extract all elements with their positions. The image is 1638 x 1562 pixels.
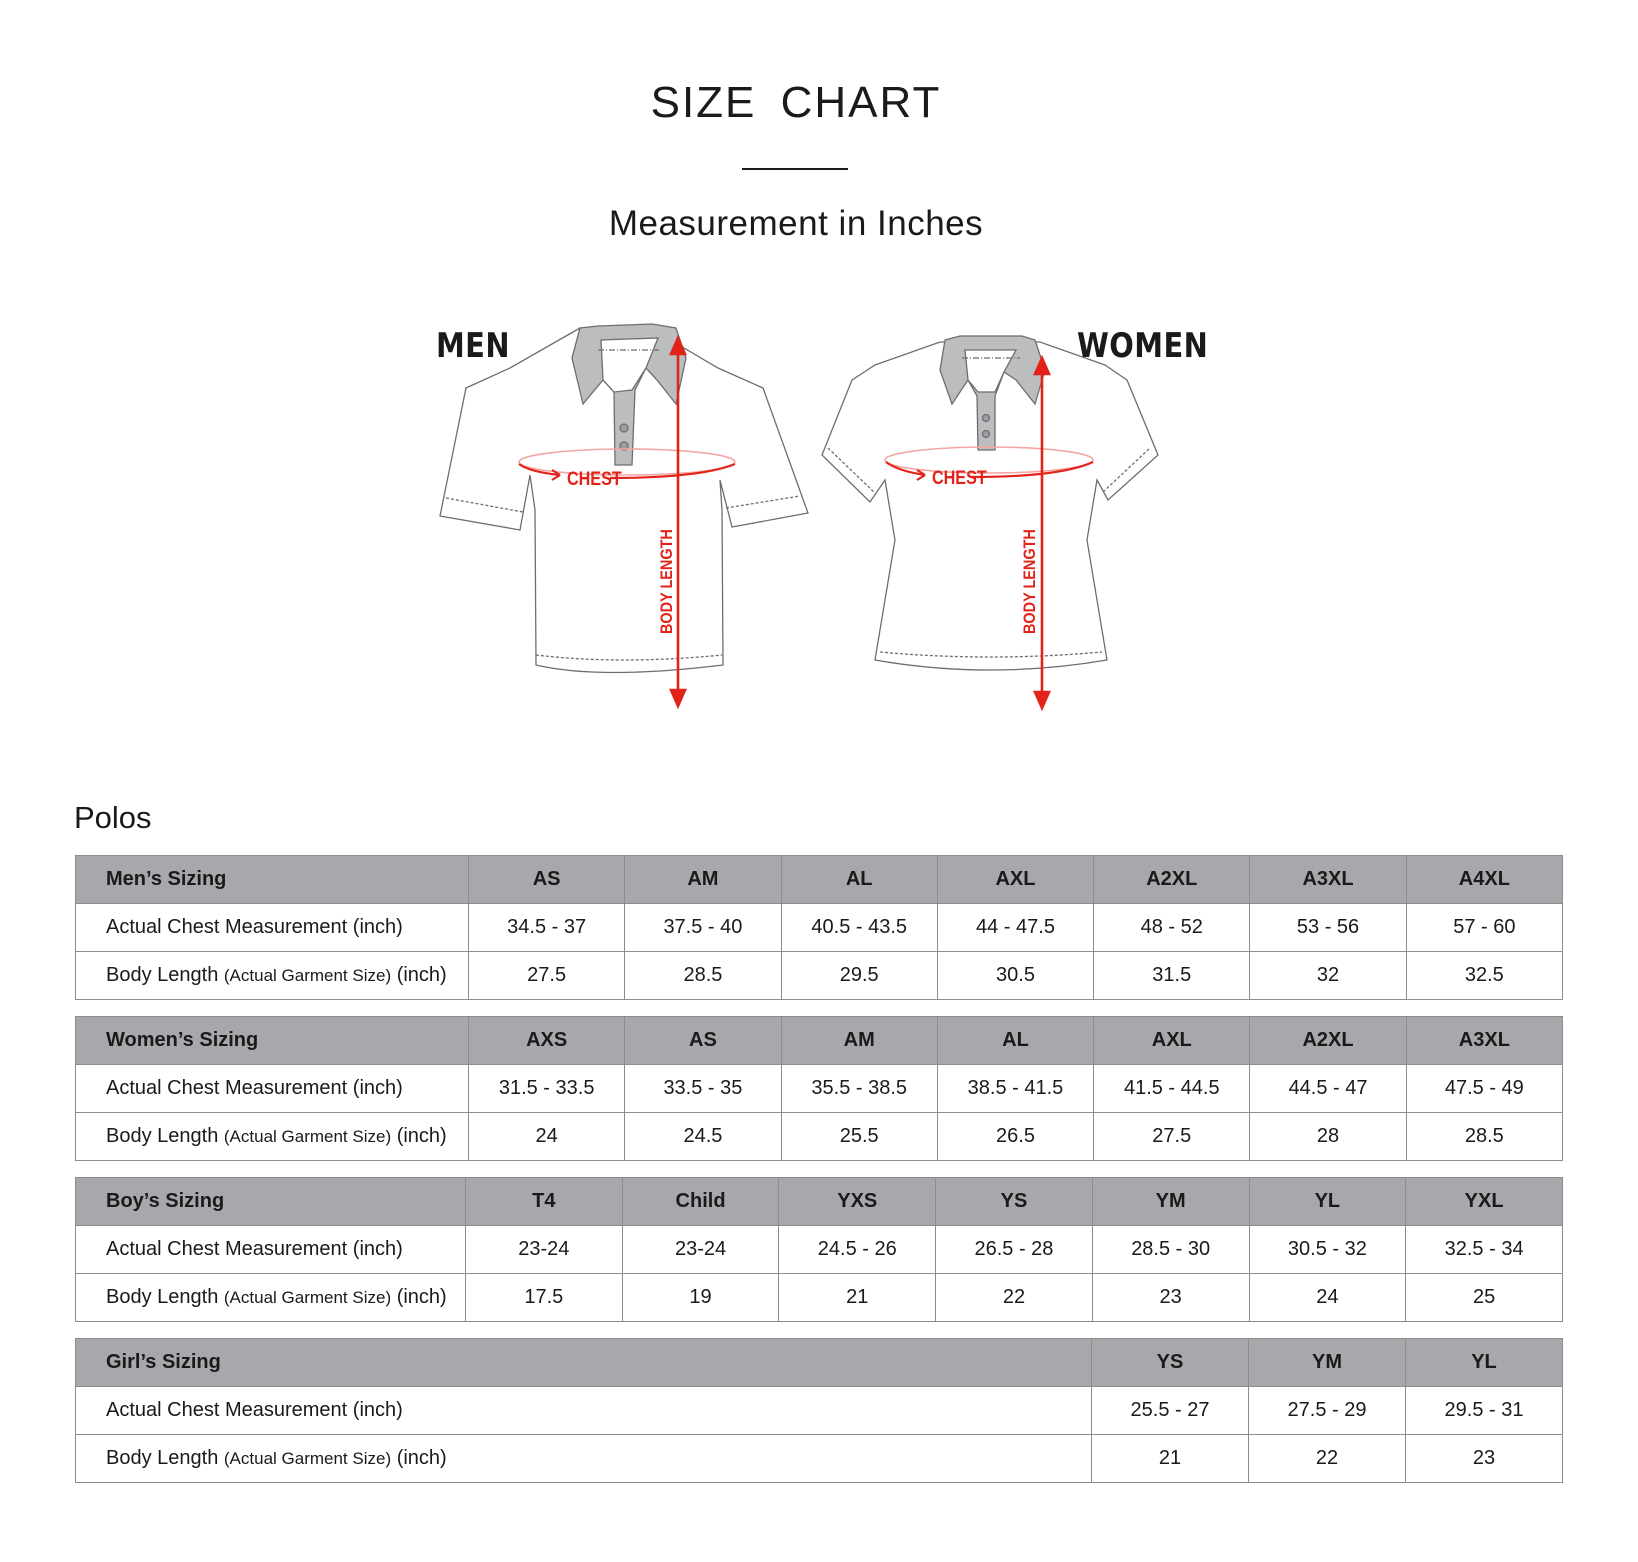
row-label-note: (Actual Garment Size) xyxy=(223,1449,392,1468)
value-cell: 21 xyxy=(779,1274,936,1322)
row-label-unit: (inch) xyxy=(396,964,447,986)
size-cell: A2XL xyxy=(1250,1017,1406,1065)
row-label: Actual Chest Measurement (inch) xyxy=(76,1387,1092,1435)
value-cell: 31.5 - 33.5 xyxy=(469,1065,625,1113)
value-cell: 53 - 56 xyxy=(1250,904,1406,952)
size-cell: AXL xyxy=(1094,1017,1250,1065)
men-polo-shirt-icon xyxy=(440,324,808,673)
row-label-note: (Actual Garment Size) xyxy=(223,966,392,985)
table-row xyxy=(76,952,1563,1000)
women-chest-label: CHEST xyxy=(932,466,987,489)
value-cell: 28.5 xyxy=(625,952,781,1000)
value-cell: 38.5 - 41.5 xyxy=(937,1065,1093,1113)
value-cell: 27.5 xyxy=(469,952,625,1000)
value-cell: 24 xyxy=(469,1113,625,1161)
value-cell: 19 xyxy=(622,1274,779,1322)
size-cell: Child xyxy=(622,1178,779,1226)
size-cell: YS xyxy=(936,1178,1093,1226)
value-cell: 27.5 - 29 xyxy=(1249,1387,1406,1435)
table-row xyxy=(76,1065,1563,1113)
size-cell: AL xyxy=(937,1017,1093,1065)
row-label-unit: (inch) xyxy=(396,1447,447,1469)
value-cell: 21 xyxy=(1092,1435,1249,1483)
size-cell: AXS xyxy=(469,1017,625,1065)
size-cell: YXS xyxy=(779,1178,936,1226)
size-cell: YS xyxy=(1092,1339,1249,1387)
value-cell: 31.5 xyxy=(1094,952,1250,1000)
girls-sizing-table xyxy=(75,1338,1563,1483)
value-cell: 27.5 xyxy=(1094,1113,1250,1161)
value-cell: 24 xyxy=(1249,1274,1406,1322)
value-cell: 28 xyxy=(1250,1113,1406,1161)
value-cell: 26.5 - 28 xyxy=(936,1226,1093,1274)
table-row xyxy=(76,1435,1563,1483)
size-cell: YM xyxy=(1092,1178,1249,1226)
table-row xyxy=(76,1274,1563,1322)
table-header-row xyxy=(76,856,1563,904)
table-row xyxy=(76,1226,1563,1274)
value-cell: 24.5 - 26 xyxy=(779,1226,936,1274)
polo-measurement-figure xyxy=(0,300,1638,740)
size-cell: AS xyxy=(469,856,625,904)
value-cell: 33.5 - 35 xyxy=(625,1065,781,1113)
table-header-row xyxy=(76,1017,1563,1065)
size-cell: AS xyxy=(625,1017,781,1065)
row-label-note: (Actual Garment Size) xyxy=(223,1288,392,1307)
row-label xyxy=(76,952,469,1000)
size-cell: AM xyxy=(781,1017,937,1065)
men-label: MEN xyxy=(436,326,510,366)
value-cell: 30.5 - 32 xyxy=(1249,1226,1406,1274)
value-cell: 26.5 xyxy=(937,1113,1093,1161)
size-cell: YL xyxy=(1406,1339,1563,1387)
value-cell: 28.5 xyxy=(1406,1113,1562,1161)
row-label-prefix: Body Length xyxy=(106,1447,219,1469)
value-cell: 44 - 47.5 xyxy=(937,904,1093,952)
women-sizing-table xyxy=(75,1016,1563,1161)
row-label-prefix: Body Length xyxy=(106,1286,219,1308)
value-cell: 34.5 - 37 xyxy=(469,904,625,952)
value-cell: 24.5 xyxy=(625,1113,781,1161)
size-cell: AXL xyxy=(937,856,1093,904)
value-cell: 22 xyxy=(1249,1435,1406,1483)
table-row xyxy=(76,1113,1563,1161)
men-sizing-table xyxy=(75,855,1563,1000)
value-cell: 29.5 xyxy=(781,952,937,1000)
page-subtitle: Measurement in Inches xyxy=(608,204,984,243)
row-label-prefix: Body Length xyxy=(106,964,219,986)
table-header-row xyxy=(76,1339,1563,1387)
polo-shirts-illustration xyxy=(0,300,1638,740)
row-label-unit: (inch) xyxy=(396,1286,447,1308)
men-chest-label: CHEST xyxy=(567,467,622,490)
size-cell: AM xyxy=(625,856,781,904)
boys-sizing-table xyxy=(75,1177,1563,1322)
table-row xyxy=(76,904,1563,952)
row-label xyxy=(76,1435,1092,1483)
value-cell: 17.5 xyxy=(466,1274,623,1322)
size-cell: A4XL xyxy=(1406,856,1562,904)
women-polo-shirt-icon xyxy=(822,336,1158,670)
table-row xyxy=(76,1387,1563,1435)
value-cell: 29.5 - 31 xyxy=(1406,1387,1563,1435)
value-cell: 41.5 - 44.5 xyxy=(1094,1065,1250,1113)
size-cell: YM xyxy=(1249,1339,1406,1387)
value-cell: 25 xyxy=(1406,1274,1563,1322)
size-cell: YXL xyxy=(1406,1178,1563,1226)
table-heading: Girl’s Sizing xyxy=(76,1339,1092,1387)
value-cell: 35.5 - 38.5 xyxy=(781,1065,937,1113)
value-cell: 44.5 - 47 xyxy=(1250,1065,1406,1113)
women-label: WOMEN xyxy=(1077,326,1209,366)
value-cell: 47.5 - 49 xyxy=(1406,1065,1562,1113)
size-cell: AL xyxy=(781,856,937,904)
value-cell: 32.5 xyxy=(1406,952,1562,1000)
row-label-note: (Actual Garment Size) xyxy=(223,1127,392,1146)
value-cell: 28.5 - 30 xyxy=(1092,1226,1249,1274)
value-cell: 32 xyxy=(1250,952,1406,1000)
value-cell: 25.5 - 27 xyxy=(1092,1387,1249,1435)
section-title: Polos xyxy=(74,800,152,835)
value-cell: 40.5 - 43.5 xyxy=(781,904,937,952)
size-cell: A3XL xyxy=(1250,856,1406,904)
size-cell: A2XL xyxy=(1094,856,1250,904)
value-cell: 22 xyxy=(936,1274,1093,1322)
size-cell: A3XL xyxy=(1406,1017,1562,1065)
table-heading: Men’s Sizing xyxy=(76,856,469,904)
value-cell: 48 - 52 xyxy=(1094,904,1250,952)
row-label xyxy=(76,1113,469,1161)
women-body-length-label: BODY LENGTH xyxy=(1020,529,1040,634)
value-cell: 57 - 60 xyxy=(1406,904,1562,952)
men-body-length-label: BODY LENGTH xyxy=(657,529,677,634)
value-cell: 23-24 xyxy=(622,1226,779,1274)
row-label: Actual Chest Measurement (inch) xyxy=(76,904,469,952)
value-cell: 30.5 xyxy=(937,952,1093,1000)
row-label: Actual Chest Measurement (inch) xyxy=(76,1065,469,1113)
title-divider xyxy=(742,168,848,170)
size-cell: T4 xyxy=(466,1178,623,1226)
value-cell: 23-24 xyxy=(466,1226,623,1274)
value-cell: 37.5 - 40 xyxy=(625,904,781,952)
size-cell: YL xyxy=(1249,1178,1406,1226)
page-title: SIZE CHART xyxy=(650,78,942,127)
value-cell: 23 xyxy=(1406,1435,1563,1483)
row-label-unit: (inch) xyxy=(396,1125,447,1147)
value-cell: 23 xyxy=(1092,1274,1249,1322)
table-heading: Boy’s Sizing xyxy=(76,1178,466,1226)
table-header-row xyxy=(76,1178,1563,1226)
value-cell: 32.5 - 34 xyxy=(1406,1226,1563,1274)
row-label: Actual Chest Measurement (inch) xyxy=(76,1226,466,1274)
value-cell: 25.5 xyxy=(781,1113,937,1161)
row-label-prefix: Body Length xyxy=(106,1125,219,1147)
table-heading: Women’s Sizing xyxy=(76,1017,469,1065)
row-label xyxy=(76,1274,466,1322)
